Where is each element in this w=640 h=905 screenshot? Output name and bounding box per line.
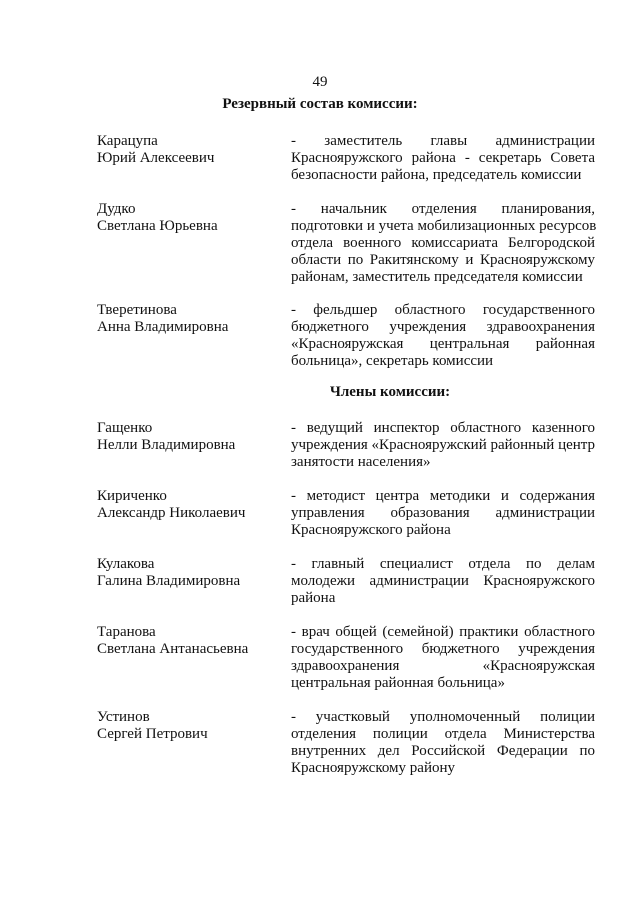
person-name [97,201,287,235]
person-given-names: Галина Владимировна [97,573,241,589]
person-surname: Гащенко [97,420,153,436]
role-line: «Краснояружская центральная районная [291,336,595,352]
role-line: - методист центра методики и содержания [291,488,595,504]
person-surname: Тверетинова [97,302,177,318]
person-surname: Кириченко [97,488,167,504]
person-name [97,556,287,590]
person-role [291,488,595,539]
role-line: здравоохранения «Краснояружская [291,658,595,674]
role-line: внутренних дел Российской Федерации по [291,743,595,759]
role-line: подготовки и учета мобилизационных ресурсов [291,218,597,234]
person-role [291,133,595,184]
role-line: - начальник отделения планирования, [291,201,595,217]
person-surname: Устинов [97,709,150,725]
person-name [97,488,287,522]
role-line: государственного бюджетного учреждения [291,641,595,657]
members-heading: Члены комиссии: [329,384,451,400]
role-line: Краснояружского района - секретарь Совета [291,150,595,166]
person-name [97,302,287,336]
role-line: - участковый уполномоченный полиции [291,709,595,725]
person-surname: Дудко [97,201,136,217]
role-line: - заместитель главы администрации [291,133,595,149]
role-line: - ведущий инспектор областного казенного [291,420,595,436]
person-given-names: Сергей Петрович [97,726,208,742]
role-line: районам, заместитель председателя комиссии [291,269,583,285]
role-line: молодежи администрации Краснояружского [291,573,595,589]
person-given-names: Светлана Антанасьевна [97,641,249,657]
person-given-names: Александр Николаевич [97,505,246,521]
person-given-names: Юрий Алексеевич [97,150,215,166]
person-surname: Кулакова [97,556,155,572]
person-name [97,133,287,167]
person-role [291,201,595,286]
person-surname: Таранова [97,624,156,640]
person-role [291,624,595,692]
person-role [291,556,595,607]
person-given-names: Светлана Юрьевна [97,218,218,234]
person-role [291,302,595,370]
person-name [97,420,287,454]
role-line: Краснояружскому району [291,760,456,776]
role-line: - фельдшер областного государственного [291,302,595,318]
role-line: отделения полиции отдела Министерства [291,726,595,742]
role-line: центральная районная больница» [291,675,505,691]
role-line: занятости населения» [291,454,431,470]
page-number: 49 [312,74,328,90]
person-name [97,624,287,658]
person-given-names: Нелли Владимировна [97,437,236,453]
role-line: безопасности района, председатель комиссии [291,167,582,183]
person-surname: Карацупа [97,133,158,149]
role-line: - главный специалист отдела по делам [291,556,595,572]
role-line: - врач общей (семейной) практики областного [291,624,595,640]
role-line: отдела военного комиссариата Белгородской [291,235,595,251]
role-line: управления образования администрации [291,505,595,521]
person-name [97,709,287,743]
role-line: области по Ракитянскому и Краснояружскому [291,252,595,268]
person-role [291,420,595,471]
role-line: района [291,590,336,606]
role-line: больница», секретарь комиссии [291,353,494,369]
role-line: учреждения «Краснояружский районный центр [291,437,596,453]
role-line: Краснояружского района [291,522,451,538]
reserve-composition-heading: Резервный состав комиссии: [222,96,418,112]
person-given-names: Анна Владимировна [97,319,229,335]
role-line: бюджетного учреждения здравоохранения [291,319,595,335]
person-role [291,709,595,777]
